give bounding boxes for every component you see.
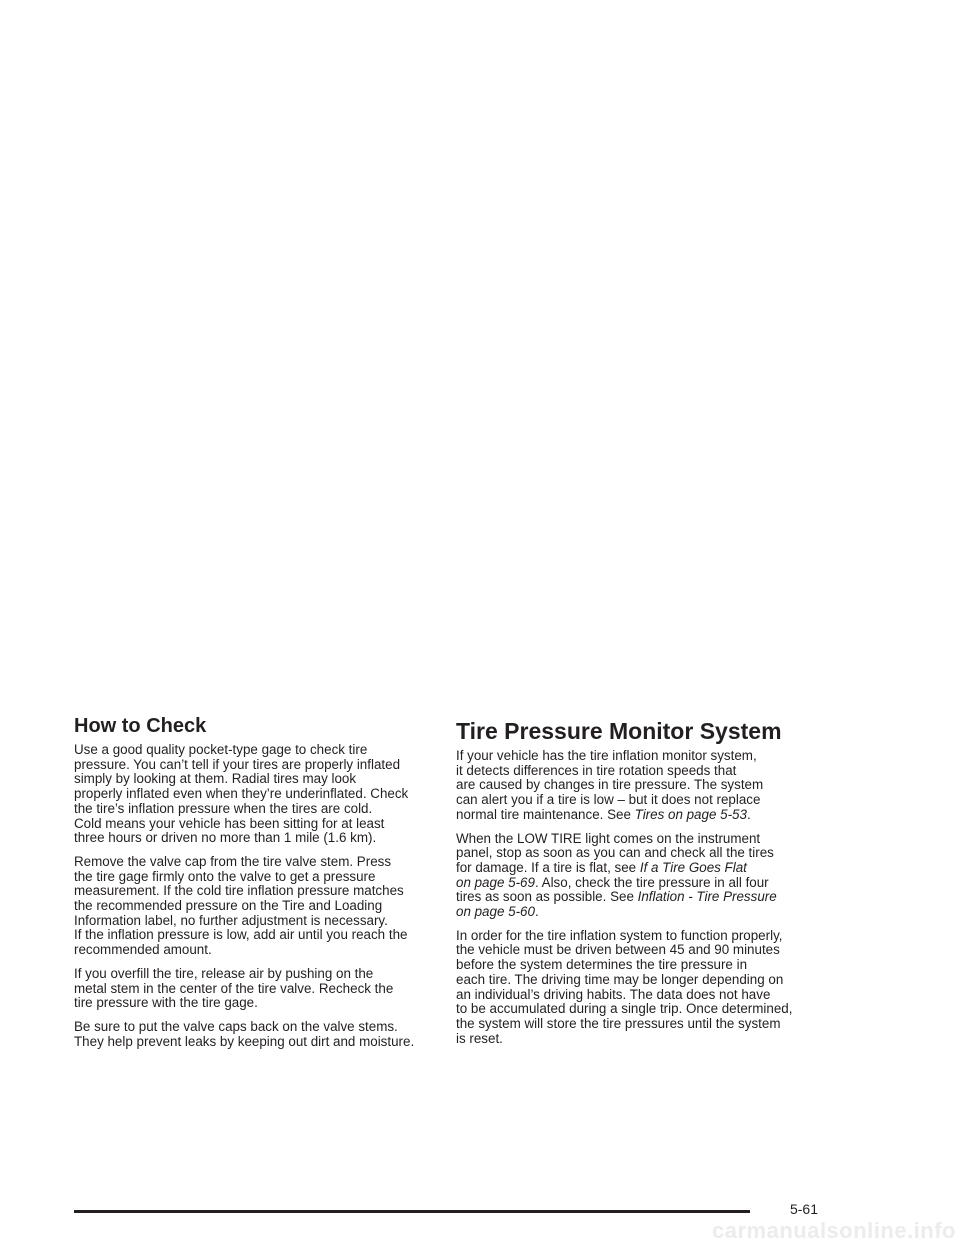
link-tires-page[interactable]: Tires on page 5-53: [634, 806, 747, 822]
page-number: 5-61: [789, 1201, 818, 1217]
paragraph-overfill: If you overfill the tire, release air by pushing on the metal stem in the center of the tire valve. Recheck the tire pressure with the tire gage.: [74, 965, 394, 1011]
watermark-site: carmanualsonline.info: [712, 1218, 956, 1243]
monitor-intro-end: .: [746, 806, 751, 822]
paragraph-monitor-intro: [456, 749, 828, 823]
left-column: [74, 713, 436, 1058]
link-flat-tire-page[interactable]: If a Tire Goes Flat on page 5-69: [456, 859, 747, 890]
monitor-intro-text: If your vehicle has the tire inflation monitor system, it detects differences in tire rotation speeds that are caused by changes in tire pressure. The system can alert you if a tire is low – but it does not replace normal tire maintenance. See: [456, 748, 764, 822]
heading-how-to-check: How to Check: [74, 715, 207, 737]
right-column: [456, 716, 828, 1055]
heading-tire-pressure-monitor: Tire Pressure Monitor System: [456, 718, 782, 744]
paragraph-driving-time: In order for the tire inflation system to function properly, the vehicle must be driven between 45 and 90 minutes before the system determines the tire pressure in each tire. The driving time may be longer depending on an individual’s driving habits. The data does not have to be accumulated during a single trip. Once determined, the system will store the tire pressures until the system is reset.: [456, 927, 793, 1046]
paragraph-valve-caps-back: Be sure to put the valve caps back on the valve stems. They help prevent leaks by keeping out dirt and moisture.: [74, 1018, 415, 1049]
low-tire-text: When the LOW TIRE light comes on the instrument panel, stop as soon as you can and check all the tires for damage. If a tire is flat, see: [456, 830, 774, 875]
link-inflation-page[interactable]: Inflation - Tire Pressure on page 5-60: [456, 889, 777, 920]
paragraph-low-tire-light: [456, 832, 828, 920]
footer-rule: [74, 1210, 750, 1213]
paragraph-gage-check: Use a good quality pocket-type gage to check tire pressure. You can’t tell if your tires are properly inflated simply by looking at them. Radial tires may look properly inflated even when they’re underinflated. Check the tire’s inflation pressure when the tires are cold. Cold means your vehicle has been sitting for at least three hours or driven no more than 1 mile (1.6 km).: [74, 742, 409, 846]
paragraph-valve-cap: Remove the valve cap from the tire valve stem. Press the tire gage firmly onto the valve to get a pressure measurement. If the cold tire inflation pressure matches the recommended pressure on the Tire and Loading Information label, no further adjustment is necessary. If the inflation pressure is low, add air until you reach the recommended amount.: [74, 853, 408, 958]
low-tire-end: .: [534, 904, 539, 920]
low-tire-mid: . Also, check the tire pressure in all four tires as soon as possible. See: [456, 874, 769, 905]
